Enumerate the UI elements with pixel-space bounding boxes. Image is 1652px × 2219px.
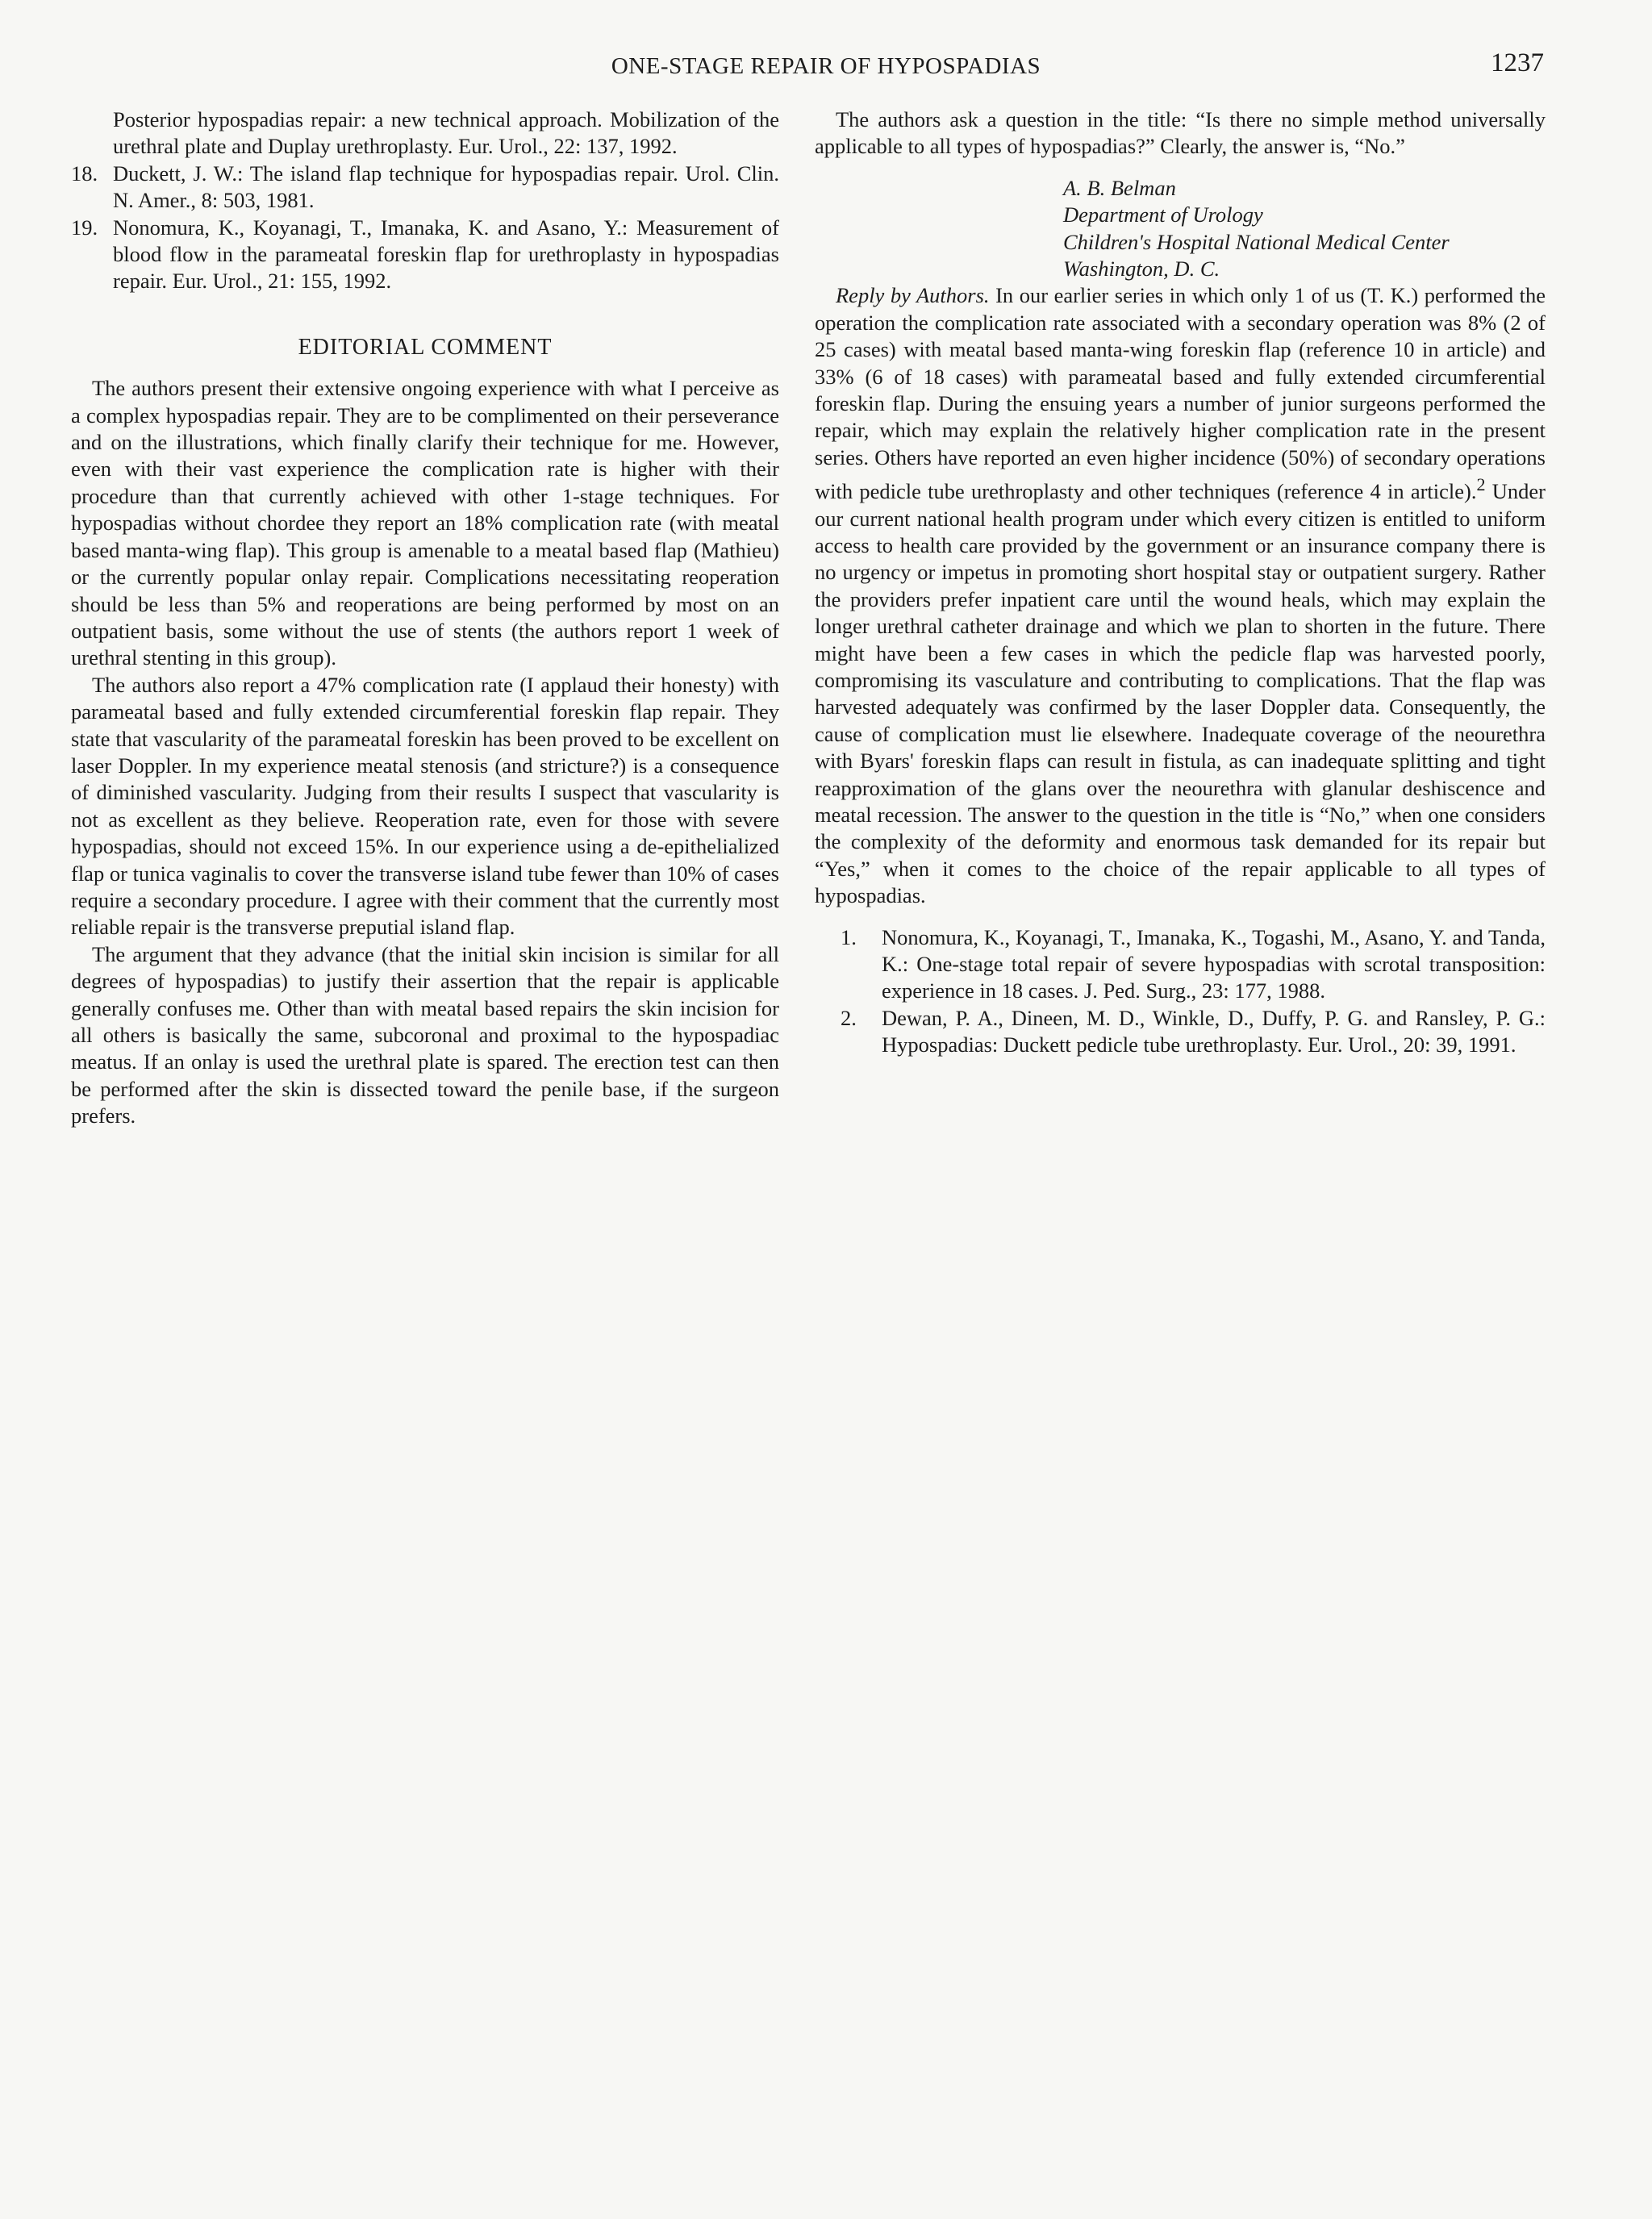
page-number: 1237 [1491,48,1544,77]
running-title: ONE-STAGE REPAIR OF HYPOSPADIAS [611,53,1041,79]
right-column [815,106,1546,1059]
reference-item: 18. Duckett, J. W.: The island flap technique for hypospadias repair. Urol. Clin. N. Amer., 8: 503, 1981. [71,161,779,213]
reference-item: 2. Dewan, P. A., Dineen, M. D., Winkle, D., Duffy, P. G. and Ransley, P. G.: Hypospadias: Duckett pedicle tube urethroplasty. Eur. Urol., 20: 39, 1991. [841,1005,1546,1057]
reference-item: 19. Nonomura, K., Koyanagi, T., Imanaka, K. and Asano, Y.: Measurement of blood flow in the parameatal foreskin flap for urethroplasty in hypospadias repair. Eur. Urol., 21: 155, 1992. [71,215,779,294]
reply-reference-list [815,924,1546,1059]
editorial-paragraph: The authors also report a 47% complication rate (I applaud their honesty) with parameatal based and fully extended circumferential foreskin flap repair. They state that vascularity of the parameatal foreskin has been proved to be excellent on laser Doppler. In my experience meatal stenosis (and stricture?) is a consequence of diminished vascularity. Judging from their results I suspect that vascularity is not as excellent as they believe. Reoperation rate, even for those with severe hypospadias, should not exceed 15%. In our experience using a de-epithelialized flap or tunica vaginalis to cover the transverse island tube fewer than 10% of cases require a secondary procedure. I agree with their comment that the currently most reliable repair is the transverse preputial island flap. [71,672,779,940]
editorial-comment-heading: EDITORIAL COMMENT [298,334,553,360]
left-column [71,106,779,1130]
citation-superscript: 2 [1476,474,1486,495]
reply-label: Reply by Authors. [836,283,990,308]
editorial-paragraph: The argument that they advance (that the initial skin incision is similar for all degrees of hypospadias) to justify their assertion that the repair is applicable generally confuses me. Other than with meatal based repairs the skin incision for all others is basically the same, subcoronal and proximal to the hypospadiac meatus. If an onlay is used the urethral plate is spared. The erection test can then be performed after the skin is dissected toward the penile base, if the surgeon prefers. [71,941,779,1128]
reference-item: Posterior hypospadias repair: a new technical approach. Mobilization of the urethral plate and Duplay urethroplasty. Eur. Urol., 22: 137, 1992. [113,107,779,159]
reference-item: 1. Nonomura, K., Koyanagi, T., Imanaka, K., Togashi, M., Asano, Y. and Tanda, K.: One-stage total repair of severe hypospadias with scrotal transposition: experience in 18 cases. J. Ped. Surg., 23: 177, 1988. [841,924,1546,1003]
signature-institution: Children's Hospital National Medical Center [1063,229,1450,254]
editorial-paragraph: The authors present their extensive ongoing experience with what I perceive as a complex hypospadias repair. They are to be complimented on their perseverance and on the illustrations, which finally clarify their technique for me. However, even with their vast experience the complication rate is higher with their procedure than that currently achieved with other 1-stage techniques. For hypospadias without chordee they report an 18% complication rate (with meatal based manta-wing flap). This group is amenable to a meatal based flap (Mathieu) or the currently popular onlay repair. Complications necessitating reoperation should be less than 5% and reoperations are being performed by most on an outpatient basis, some without the use of stents (the authors report 1 week of urethral stenting in this group). [71,376,779,670]
editorial-signature [1063,175,1546,283]
signature-city: Washington, D. C. [1063,257,1220,282]
signature-department: Department of Urology [1063,202,1263,227]
reply-by-authors: Reply by Authors. In our earlier series in which only 1 of us (T. K.) performed the operation the complication rate associated with a secondary operation was 8% (2 of 25 cases) with meatal based manta-wing foreskin flap (reference 10 in article) and 33% (6 of 18 cases) with parameatal based and fully extended circumferential foreskin flap. During the ensuing years a number of junior surgeons performed the repair, which may explain the relatively higher complication rate in the present series. Others have reported an even higher incidence (50%) of secondary operations with pedicle tube urethroplasty and other techniques (reference 4 in article).$^2$ Under our current national health program under which every citizen is entitled to uniform access to health care provided by the government or an insurance company there is no urgency or impetus in promoting short hospital stay or outpatient surgery. Rather the providers prefer inpatient care until the wound heals, which may explain the longer urethral catheter drainage and which we plan to shorten in the future. There might have been a few cases in which the pedicle flap was harvested poorly, compromising its vasculature and contributing to complications. That the flap was harvested adequately was confirmed by the laser Doppler data. Consequently, the cause of complication must lie elsewhere. Inadequate coverage of the neourethra with Byars' foreskin flaps can result in fistula, as can inadequate splitting and tight reapproximation of the glans over the neourethra with glanular deshiscence and meatal recession. The answer to the question in the title is “No,” when one considers the complexity of the deformity and enormous task demanded for its repair but “Yes,” when it comes to the choice of the repair applicable to all types of hypospadias. [815,283,1546,908]
signature-name: A. B. Belman [1063,175,1176,200]
reference-list-continued [71,106,779,295]
editorial-closing-paragraph: The authors ask a question in the title: “Is there no simple method universally applicable to all types of hypospadias?” Clearly, the answer is, “No.” [815,107,1546,159]
